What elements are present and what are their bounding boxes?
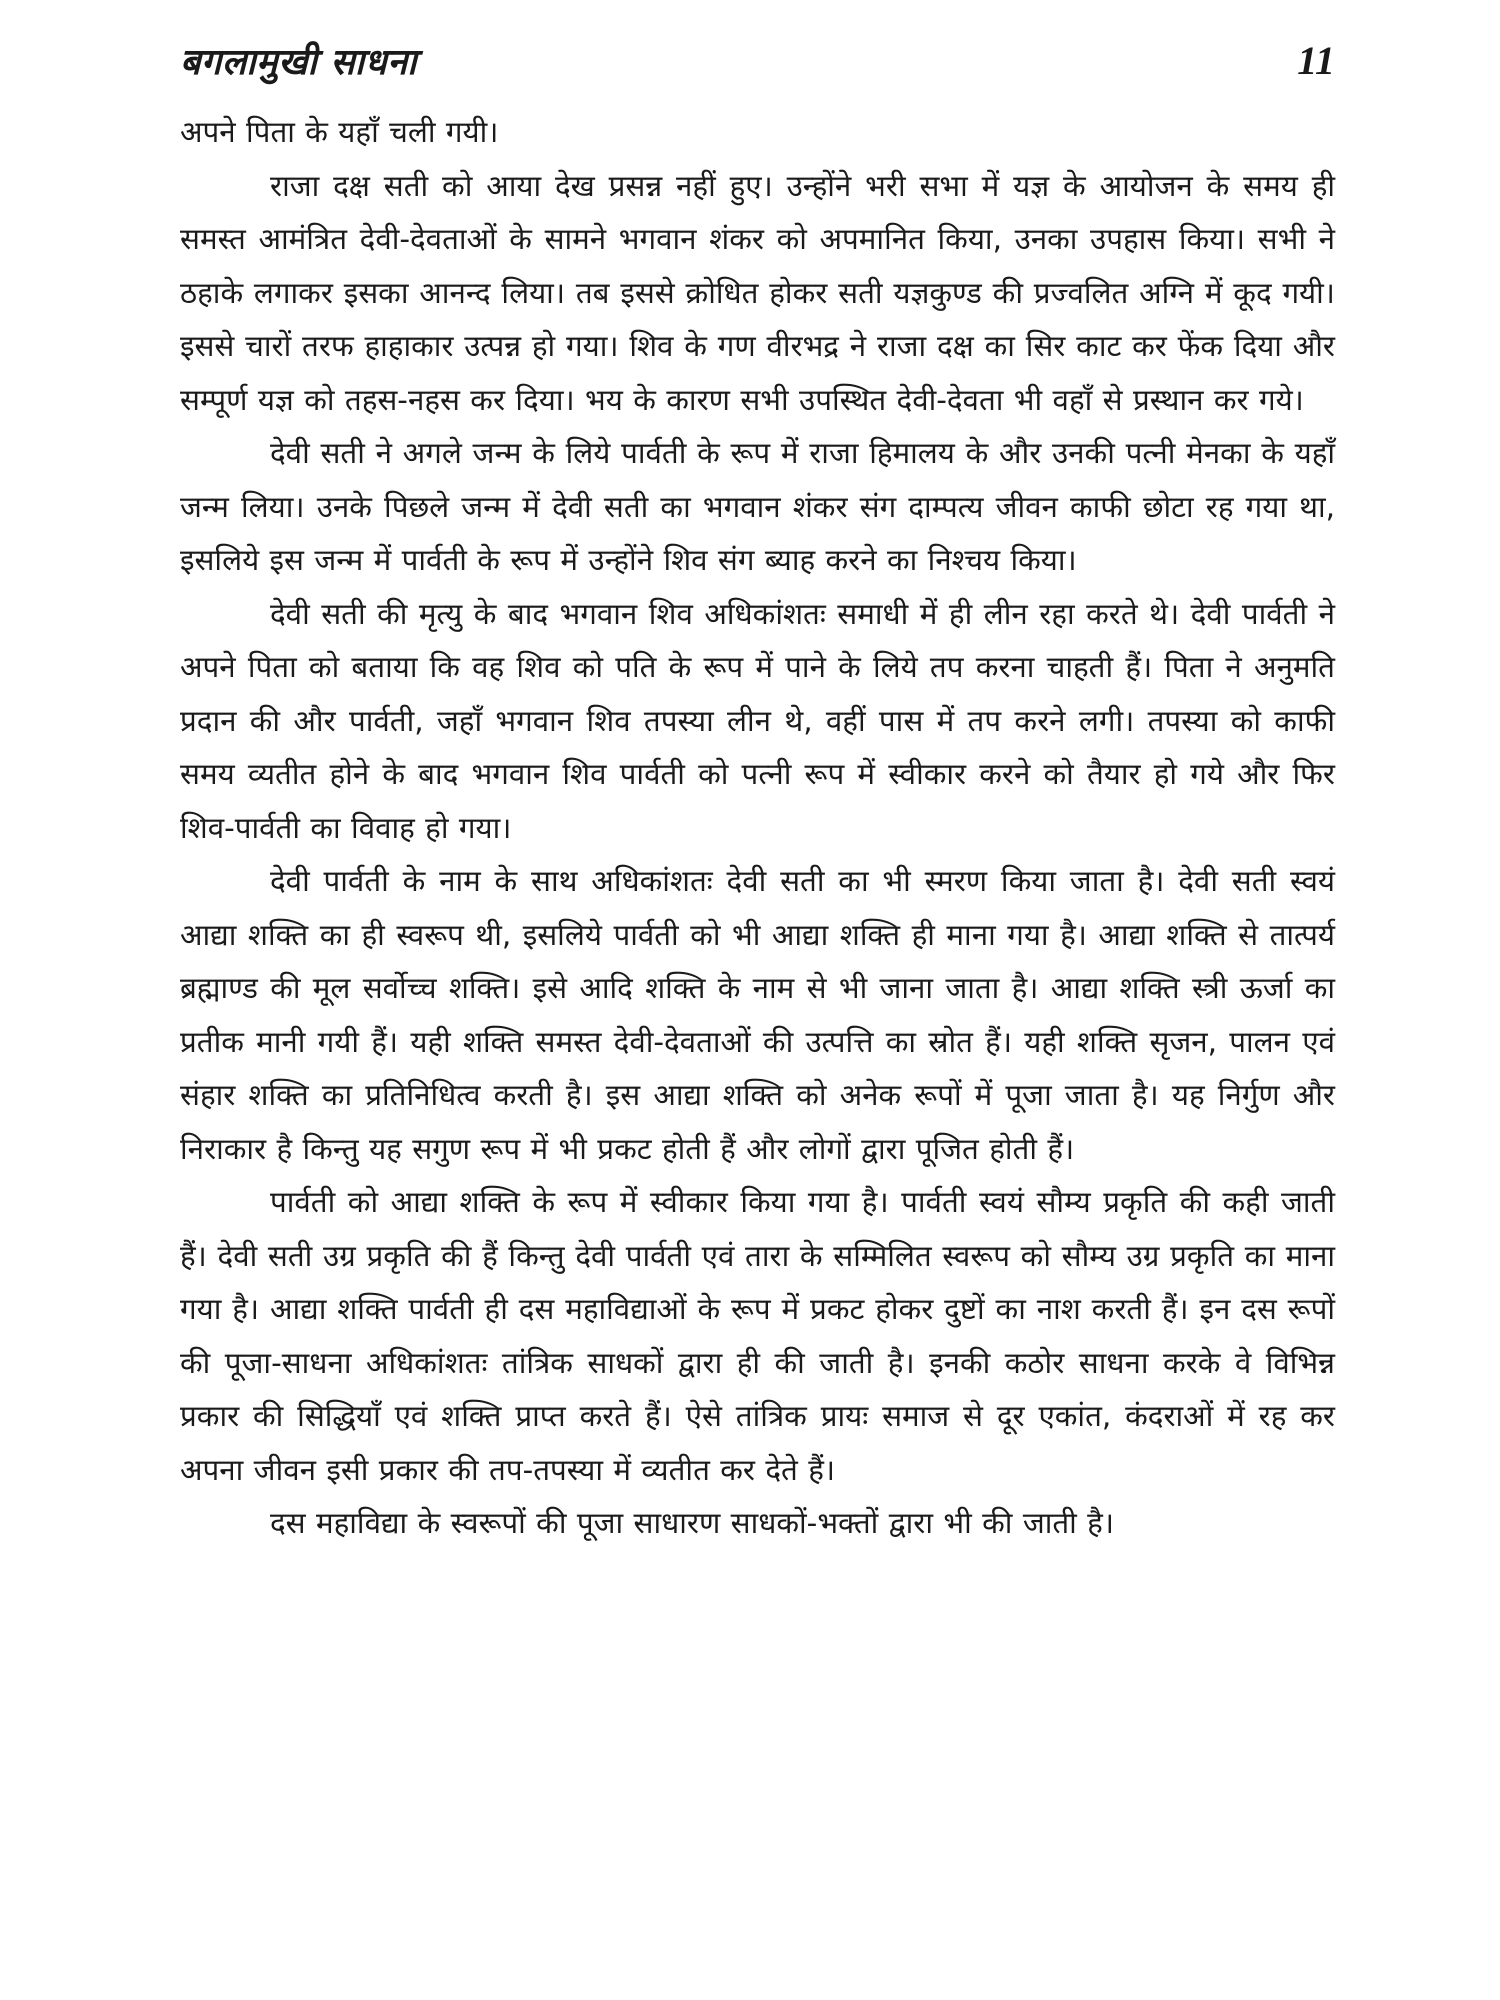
paragraph: राजा दक्ष सती को आया देख प्रसन्न नहीं हुए। उन्होंने भरी सभा में यज्ञ के आयोजन के समय ही समस्त आमंत्रित देवी-देवताओं के सामने भगवान शंकर को अपमानित किया, उनका उपहास किया। सभी ने ठहाके लगाकर इसका आनन्द लिया। तब इससे क्रोधित होकर सती यज्ञकुण्ड की प्रज्वलित अग्नि में कूद गयी। इससे चारों तरफ हाहाकार उत्पन्न हो गया। शिव के गण वीरभद्र ने राजा दक्ष का सिर काट कर फेंक दिया और सम्पूर्ण यज्ञ को तहस-नहस कर दिया। भय के कारण सभी उपस्थित देवी-देवता भी वहाँ से प्रस्थान कर गये। xyxy=(180,168,1335,417)
paragraph: दस महाविद्या के स्वरूपों की पूजा साधारण साधकों-भक्तों द्वारा भी की जाती है। xyxy=(270,1506,1115,1540)
running-header xyxy=(180,36,1335,106)
page-number: 11 xyxy=(1297,38,1335,83)
body-text xyxy=(180,106,1335,1551)
paragraph: देवी पार्वती के नाम के साथ अधिकांशतः देवी सती का भी स्मरण किया जाता है। देवी सती स्वयं आद्या शक्ति का ही स्वरूप थी, इसलिये पार्वती को भी आद्या शक्ति ही माना गया है। आद्या शक्ति से तात्पर्य ब्रह्माण्ड की मूल सर्वोच्च शक्ति। इसे आदि शक्ति के नाम से भी जाना जाता है। आद्या शक्ति स्त्री ऊर्जा का प्रतीक मानी गयी हैं। यही शक्ति समस्त देवी-देवताओं की उत्पत्ति का स्रोत हैं। यही शक्ति सृजन, पालन एवं संहार शक्ति का प्रतिनिधित्व करती है। इस आद्या शक्ति को अनेक रूपों में पूजा जाता है। यह निर्गुण और निराकार है किन्तु यह सगुण रूप में भी प्रकट होती हैं और लोगों द्वारा पूजित होती हैं। xyxy=(180,864,1335,1166)
paragraph: पार्वती को आद्या शक्ति के रूप में स्वीकार किया गया है। पार्वती स्वयं सौम्य प्रकृति की कही जाती हैं। देवी सती उग्र प्रकृति की हैं किन्तु देवी पार्वती एवं तारा के सम्मिलित स्वरूप को सौम्य उग्र प्रकृति का माना गया है। आद्या शक्ति पार्वती ही दस महाविद्याओं के रूप में प्रकट होकर दुष्टों का नाश करती हैं। इन दस रूपों की पूजा-साधना अधिकांशतः तांत्रिक साधकों द्वारा ही की जाती है। इनकी कठोर साधना करके वे विभिन्न प्रकार की सिद्धियाँ एवं शक्ति प्राप्त करते हैं। ऐसे तांत्रिक प्रायः समाज से दूर एकांत, कंदराओं में रह कर अपना जीवन इसी प्रकार की तप-तपस्या में व्यतीत कर देते हैं। xyxy=(180,1185,1335,1487)
paragraph: अपने पिता के यहाँ चली गयी। xyxy=(180,115,499,149)
paragraph: देवी सती की मृत्यु के बाद भगवान शिव अधिकांशतः समाधी में ही लीन रहा करते थे। देवी पार्वती ने अपने पिता को बताया कि वह शिव को पति के रूप में पाने के लिये तप करना चाहती हैं। पिता ने अनुमति प्रदान की और पार्वती, जहाँ भगवान शिव तपस्या लीन थे, वहीं पास में तप करने लगी। तपस्या को काफी समय व्यतीत होने के बाद भगवान शिव पार्वती को पत्नी रूप में स्वीकार करने को तैयार हो गये और फिर शिव-पार्वती का विवाह हो गया। xyxy=(180,596,1335,845)
paragraph: देवी सती ने अगले जन्म के लिये पार्वती के रूप में राजा हिमालय के और उनकी पत्नी मेनका के यहाँ जन्म लिया। उनके पिछले जन्म में देवी सती का भगवान शंकर संग दाम्पत्य जीवन काफी छोटा रह गया था, इसलिये इस जन्म में पार्वती के रूप में उन्होंने शिव संग ब्याह करने का निश्चय किया। xyxy=(180,436,1335,577)
running-title: बगलामुखी साधना xyxy=(180,42,417,83)
